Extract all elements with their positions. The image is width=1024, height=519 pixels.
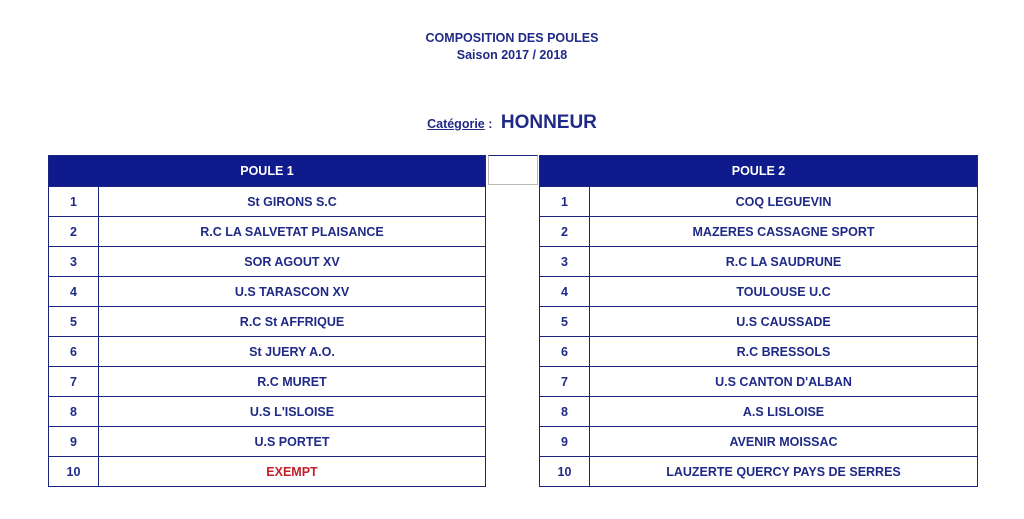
row-number: 1 xyxy=(49,187,99,217)
row-number: 7 xyxy=(49,367,99,397)
table-row xyxy=(540,307,978,337)
table-row xyxy=(540,217,978,247)
team-name: U.S PORTET xyxy=(99,427,486,457)
table-row xyxy=(49,367,486,397)
table-row xyxy=(49,307,486,337)
team-name: SOR AGOUT XV xyxy=(99,247,486,277)
table-row xyxy=(49,457,486,487)
row-number: 4 xyxy=(49,277,99,307)
team-name: R.C BRESSOLS xyxy=(590,337,978,367)
row-number: 3 xyxy=(540,247,590,277)
season-label: Saison 2017 / 2018 xyxy=(456,48,568,62)
row-number: 10 xyxy=(540,457,590,487)
table-row xyxy=(540,397,978,427)
table-row xyxy=(49,217,486,247)
team-name: R.C LA SALVETAT PLAISANCE xyxy=(99,217,486,247)
team-name: AVENIR MOISSAC xyxy=(590,427,978,457)
table-row xyxy=(540,427,978,457)
table-row xyxy=(540,247,978,277)
team-name: U.S CANTON D'ALBAN xyxy=(590,367,978,397)
row-number: 3 xyxy=(49,247,99,277)
row-number: 8 xyxy=(540,397,590,427)
table-row xyxy=(540,187,978,217)
row-number: 5 xyxy=(49,307,99,337)
category-colon: : xyxy=(484,117,493,131)
team-name: U.S L'ISLOISE xyxy=(99,397,486,427)
row-number: 10 xyxy=(49,457,99,487)
team-name-exempt: EXEMPT xyxy=(99,457,486,487)
row-number: 9 xyxy=(49,427,99,457)
row-number: 9 xyxy=(540,427,590,457)
page-header xyxy=(0,30,1024,64)
table-row xyxy=(540,337,978,367)
poule-2-table xyxy=(539,155,978,487)
team-name: U.S TARASCON XV xyxy=(99,277,486,307)
team-name: MAZERES CASSAGNE SPORT xyxy=(590,217,978,247)
category-value: HONNEUR xyxy=(500,112,597,133)
table-row xyxy=(49,247,486,277)
table-row xyxy=(49,427,486,457)
poule-1-header-row xyxy=(49,156,486,187)
row-number: 8 xyxy=(49,397,99,427)
row-number: 6 xyxy=(540,337,590,367)
team-name: COQ LEGUEVIN xyxy=(590,187,978,217)
team-name: TOULOUSE U.C xyxy=(590,277,978,307)
team-name: LAUZERTE QUERCY PAYS DE SERRES xyxy=(590,457,978,487)
poule-2-title: POULE 2 xyxy=(540,156,978,187)
team-name: U.S CAUSSADE xyxy=(590,307,978,337)
poule-1-table xyxy=(48,155,486,487)
team-name: R.C St AFFRIQUE xyxy=(99,307,486,337)
team-name: St GIRONS S.C xyxy=(99,187,486,217)
row-number: 2 xyxy=(540,217,590,247)
team-name: R.C LA SAUDRUNE xyxy=(590,247,978,277)
row-number: 1 xyxy=(540,187,590,217)
row-number: 4 xyxy=(540,277,590,307)
category-label: Catégorie xyxy=(427,117,485,131)
poule-1-title: POULE 1 xyxy=(49,156,486,187)
table-row xyxy=(49,277,486,307)
team-name: St JUERY A.O. xyxy=(99,337,486,367)
header-spacer xyxy=(488,155,538,185)
table-row xyxy=(540,277,978,307)
page-title: COMPOSITION DES POULES xyxy=(425,31,599,45)
poule-2-header-row xyxy=(540,156,978,187)
table-row xyxy=(49,337,486,367)
row-number: 7 xyxy=(540,367,590,397)
table-row xyxy=(49,187,486,217)
table-row xyxy=(540,457,978,487)
table-row xyxy=(49,397,486,427)
table-row xyxy=(540,367,978,397)
row-number: 6 xyxy=(49,337,99,367)
team-name: A.S LISLOISE xyxy=(590,397,978,427)
category-line xyxy=(0,112,1024,134)
row-number: 2 xyxy=(49,217,99,247)
team-name: R.C MURET xyxy=(99,367,486,397)
row-number: 5 xyxy=(540,307,590,337)
